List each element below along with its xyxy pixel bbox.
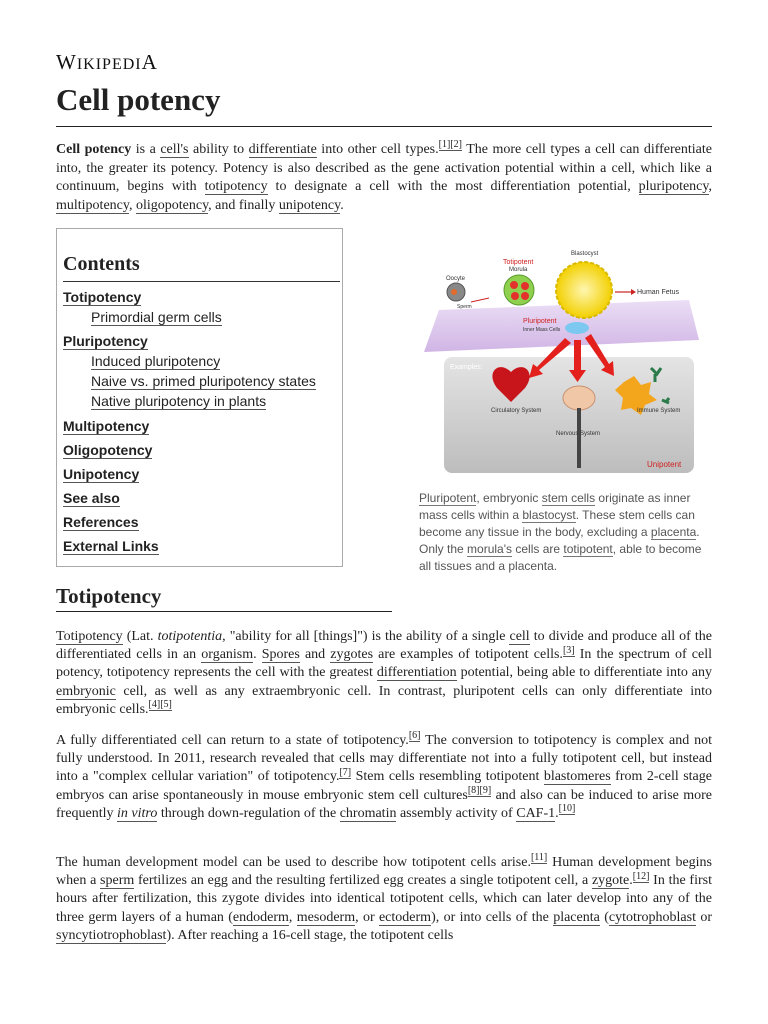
ref-5[interactable]: [5] [160, 699, 172, 711]
ref-8[interactable]: [8] [467, 784, 480, 796]
intro-bold-term: Cell potency [56, 142, 132, 157]
label-human-fetus: Human Fetus [637, 289, 680, 296]
toc-item-pluripotency[interactable]: Pluripotency [63, 333, 148, 349]
toc-item-external-links[interactable]: External Links [63, 538, 159, 554]
toc-item-oligopotency[interactable]: Oligopotency [63, 442, 153, 458]
ref-4[interactable]: [4] [148, 699, 161, 711]
label-pluripotent: Pluripotent [523, 318, 557, 325]
ref-2[interactable]: [2] [450, 139, 462, 151]
link-cytotrophoblast[interactable]: cytotrophoblast [608, 909, 696, 925]
link-cell-2[interactable]: cell [509, 629, 530, 644]
link-mesoderm[interactable]: mesoderm [296, 909, 356, 925]
toc-list [63, 289, 316, 562]
ref-9[interactable]: [9] [479, 784, 492, 796]
label-immune: Immune System [637, 408, 681, 414]
label-nervous: Nervous System [556, 431, 601, 437]
caption-link-pluripotent[interactable]: Pluripotent [419, 491, 477, 505]
ref-1[interactable]: [1] [438, 139, 451, 151]
label-blastocyst: Blastocyst [571, 251, 599, 257]
link-unipotency[interactable]: unipotency [278, 197, 341, 213]
toc-item-induced-pluripotency[interactable]: Induced pluripotency [91, 353, 221, 369]
link-oligopotency[interactable]: oligopotency [135, 197, 209, 213]
ref-11[interactable]: [11] [530, 852, 548, 864]
link-totipotency-term[interactable]: Totipotency [56, 629, 123, 644]
cell-potency-illustration[interactable] [419, 240, 709, 480]
paragraph-3: The human development model can be used to describe how totipotent cells arise.[11] Human development begins when a sperm fertilizes an egg and the resulting fertilized egg creates a single totipotent cell, a zygote.[12] In the first hours after fertilization, this zygote divides into identical totipotent cells, which can later develop into any of the three germ layers of a human (endoderm, mesoderm, or ectoderm), or into cells of the placenta (cytotrophoblast or syncytiotrophoblast). After reaching a 16-cell stage, the totipotent cells [56, 852, 712, 943]
link-zygotes[interactable]: zygotes [330, 647, 374, 663]
link-cell[interactable]: cell's [160, 142, 189, 157]
ref-3[interactable]: [3] [562, 644, 575, 656]
wikipedia-wordmark[interactable]: WIKIPEDIA [56, 50, 158, 74]
caption-link-placenta[interactable]: placenta [650, 525, 697, 539]
intro-paragraph: Cell potency is a cell's ability to differentiate into other cell types.[1][2] The more cell types a cell can differentiate into, the greater its potency. Potency is also described as the gene activation potential within a cell, which like a continuum, begins with totipotency to designate a cell with the most differentiation potential, pluripotency, multipotency, oligopotency, and finally unipotency. [56, 139, 712, 213]
label-sperm: Sperm [457, 304, 472, 310]
toc-item-references[interactable]: References [63, 514, 139, 530]
label-unipotent: Unipotent [647, 460, 682, 469]
blastocyst-shape [556, 262, 612, 318]
label-examples: Examples: [450, 364, 483, 371]
toc-item-unipotency[interactable]: Unipotency [63, 466, 140, 482]
link-caf-1[interactable]: CAF-1 [516, 805, 556, 821]
link-embryonic[interactable]: embryonic [56, 683, 116, 699]
ref-7[interactable]: [7] [339, 766, 352, 778]
label-inner-mass: Inner Mass Cells [523, 327, 561, 333]
label-morula: Morula [509, 267, 528, 273]
ref-10[interactable]: [10] [558, 803, 576, 815]
section-divider [56, 611, 392, 612]
caption-link-stem-cells[interactable]: stem cells [541, 491, 596, 505]
link-sperm[interactable]: sperm [100, 873, 135, 889]
toc-divider [63, 281, 340, 282]
link-chromatin[interactable]: chromatin [339, 805, 397, 821]
link-organism[interactable]: organism [201, 647, 254, 663]
toc-item-see-also[interactable]: See also [63, 490, 120, 506]
link-pluripotency[interactable]: pluripotency [638, 179, 709, 194]
toc-title: Contents [63, 253, 140, 275]
toc-item-primordial-germ-cells[interactable]: Primordial germ cells [91, 309, 222, 325]
link-zygote[interactable]: zygote [591, 873, 630, 889]
paragraph-2: A fully differentiated cell can return to a state of totipotency.[6] The conversion to totipotency is complex and not fully understood. In 2011, research revealed that cells may differentiate not into a fully totipotent cell, but instead into a "complex cellular variation" of totipotency.[7] Stem cells resembling totipotent blastomeres from 2-cell stage embryos can arise spontaneously in mouse embryonic stem cell cultures[8][9] and also can be induced to arise more frequently in vitro through down-regulation of the chromatin assembly activity of CAF-1.[10] [56, 730, 713, 821]
caption-link-totipotent[interactable]: totipotent [563, 542, 613, 556]
link-spores[interactable]: Spores [261, 647, 300, 663]
link-endoderm[interactable]: endoderm [232, 909, 289, 925]
toc-item-native-plants[interactable]: Native pluripotency in plants [91, 393, 267, 409]
paragraph-1: Totipotency (Lat. totipotentia, "ability for all [things]") is the ability of a single cell to divide and produce all of the differentiated cells in an organism. Spores and zygotes are examples of totipotent cells.[3] In the spectrum of cell potency, totipotency represents the cell with the greatest differentiation potential, being able to differentiate into any embryonic cell, as well as any extraembryonic cell. In contrast, pluripotent cells can only differentiate into embryonic cells.[4][5] [56, 629, 713, 717]
caption-link-blastocyst[interactable]: blastocyst [522, 508, 576, 522]
table-of-contents [56, 228, 343, 567]
label-oocyte: Oocyte [446, 276, 466, 282]
label-totipotent: Totipotent [503, 259, 534, 266]
ref-12[interactable]: [12] [632, 870, 650, 882]
link-blastomeres[interactable]: blastomeres [543, 769, 611, 785]
label-circulatory: Circulatory System [491, 408, 542, 414]
link-placenta[interactable]: placenta [553, 909, 600, 925]
ref-6[interactable]: [6] [408, 730, 421, 742]
toc-item-multipotency[interactable]: Multipotency [63, 418, 150, 434]
brain-shape [563, 386, 595, 410]
toc-item-totipotency[interactable]: Totipotency [63, 289, 142, 305]
link-ectoderm[interactable]: ectoderm [378, 909, 432, 925]
link-syncytiotrophoblast[interactable]: syncytiotrophoblast [56, 927, 167, 943]
toc-item-naive-primed[interactable]: Naive vs. primed pluripotency states [91, 373, 316, 389]
caption-link-morula[interactable]: morula's [467, 542, 513, 556]
link-differentiation[interactable]: differentiation [376, 665, 457, 681]
figure-caption: Pluripotent, embryonic stem cells originate as inner mass cells within a blastocyst. These stem cells can become any tissue in the body, excluding a placenta. Only the morula's cells are totipotent, able to become all tissues and a placenta. [419, 491, 702, 573]
morula-shape [504, 275, 534, 305]
link-multipotency[interactable]: multipotency [56, 197, 129, 213]
section-heading-totipotency: Totipotency [56, 584, 162, 608]
title-divider [56, 126, 712, 127]
link-totipotency[interactable]: totipotency [204, 179, 268, 194]
link-differentiate[interactable]: differentiate [248, 142, 317, 157]
link-in-vitro[interactable]: in vitro [117, 805, 158, 821]
page-title: Cell potency [56, 82, 221, 117]
